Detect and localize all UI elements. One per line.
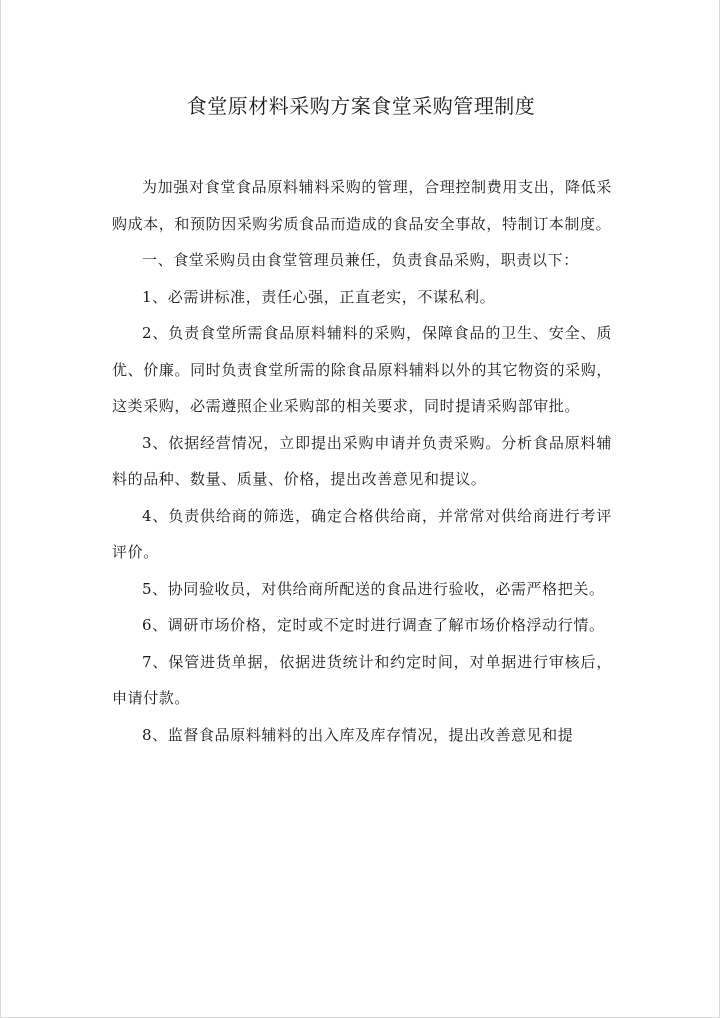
paragraph-item-1: 1、必需讲标准，责任心强，正直老实，不谋私利。 xyxy=(142,287,496,306)
paragraph-item-4: 4、负责供给商的筛选，确定合格供给商，并常常对供给商进行考评评价。 xyxy=(112,506,612,561)
paragraph-section-1: 一、食堂采购员由食堂管理员兼任，负责食品采购，职责以下： xyxy=(142,251,579,269)
paragraph-item-5: 5、协同验收员，对供给商所配送的食品进行验收，必需严格把关。 xyxy=(142,579,605,598)
paragraph-item-2: 2、负责食堂所需食品原料辅料的采购，保障食品的卫生、安全、质优、价廉。同时负责食堂所需的除食品原料辅料以外的其它物资的采购，这类采购，必需遵照企业采购部的相关要求，同时提请采购部审批。 xyxy=(112,324,612,415)
paragraph-item-3: 3、依据经营情况，立即提出采购申请并负责采购。分析食品原料辅料的品种、数量、质量、价格，提出改善意见和提议。 xyxy=(112,433,612,488)
document-title: 食堂原材料采购方案食堂采购管理制度 xyxy=(186,94,536,118)
paragraph-item-7: 7、保管进货单据，依据进货统计和约定时间，对单据进行审核后，申请付款。 xyxy=(112,652,612,707)
document-body xyxy=(112,169,612,753)
paragraph-item-6: 6、调研市场价格，定时或不定时进行调查了解市场价格浮动行情。 xyxy=(142,616,605,634)
paragraph-intro: 为加强对食堂食品原料辅料采购的管理，合理控制费用支出，降低采购成本，和预防因采购劣质食品而造成的食品安全事故，特制订本制度。 xyxy=(112,178,612,233)
paragraph-item-8: 8、监督食品原料辅料的出入库及库存情况，提出改善意见和提 xyxy=(142,725,574,744)
